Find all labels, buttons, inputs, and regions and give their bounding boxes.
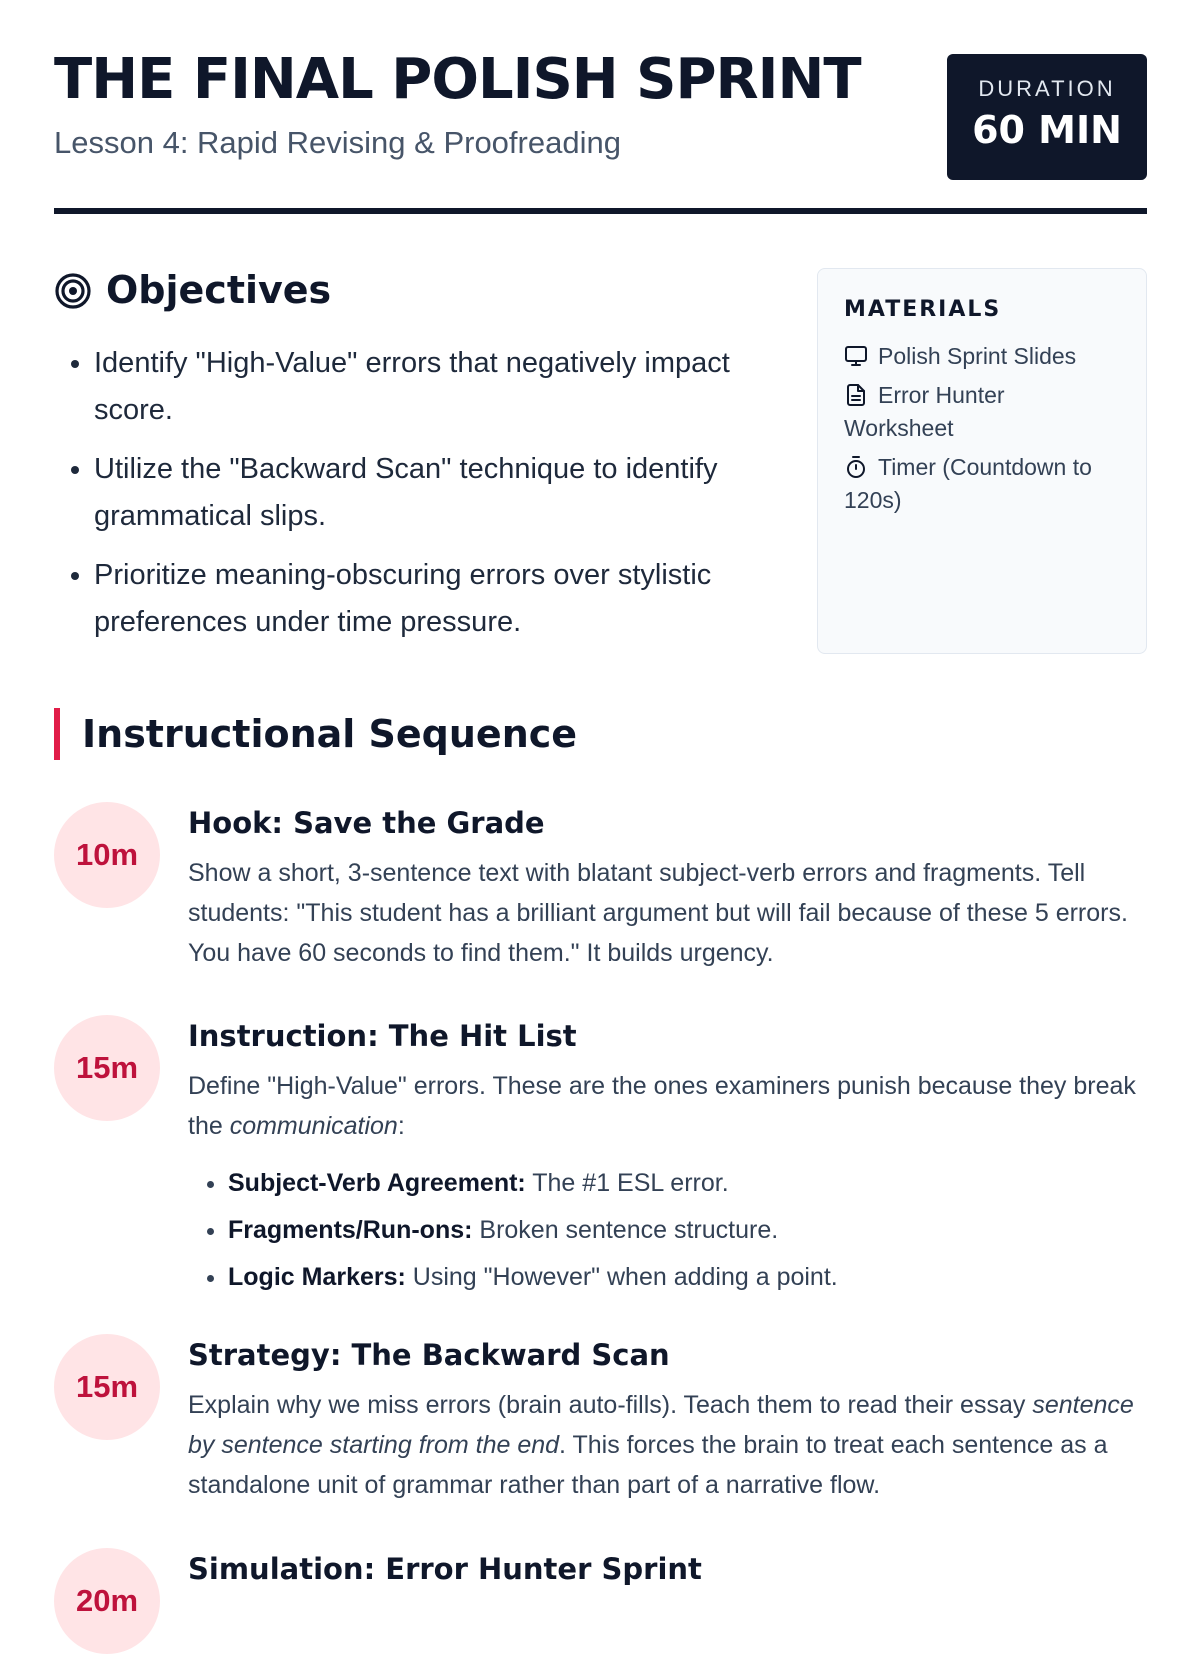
time-badge: 10m xyxy=(54,802,160,908)
page-subtitle: Lesson 4: Rapid Revising & Proofreading xyxy=(54,125,621,160)
material-item xyxy=(844,451,1120,517)
materials-heading: MATERIALS xyxy=(844,297,1002,322)
time-badge: 15m xyxy=(54,1334,160,1440)
list-item: • Fragments/Run-ons: Broken sentence structure. xyxy=(228,1207,1148,1254)
target-icon xyxy=(54,272,92,310)
step-text: Explain why we miss errors (brain auto-fills). Teach them to read their essay sentence by sentence starting from the end. This forces the brain to treat each sentence as a standalone unit of grammar rather than part of a narrative flow. xyxy=(188,1390,1134,1499)
objective-item: • Identify "High-Value" errors that negatively impact score. xyxy=(94,340,794,434)
time-badge: 20m xyxy=(54,1548,160,1654)
time-badge: 15m xyxy=(54,1015,160,1121)
material-label: Error Hunter Worksheet xyxy=(844,382,1005,441)
step-body xyxy=(188,1338,1148,1505)
materials-card xyxy=(817,268,1147,654)
duration-box xyxy=(947,54,1147,180)
stopwatch-icon xyxy=(844,455,868,479)
objectives-section xyxy=(54,268,794,658)
objective-item: • Prioritize meaning-obscuring errors over stylistic preferences under time pressure. xyxy=(94,552,794,646)
step-title: Instruction: The Hit List xyxy=(188,1019,577,1053)
document-icon xyxy=(844,383,868,407)
list-item: • Subject-Verb Agreement: The #1 ESL error. xyxy=(228,1160,1148,1207)
material-item xyxy=(844,340,1120,373)
step-body xyxy=(188,806,1148,973)
duration-label: DURATION xyxy=(978,76,1116,101)
monitor-icon xyxy=(844,344,868,368)
page-title: THE FINAL POLISH SPRINT xyxy=(54,47,861,112)
objectives-header xyxy=(54,268,794,314)
objectives-heading: Objectives xyxy=(106,268,332,312)
duration-value: 60 MIN xyxy=(972,108,1122,152)
objectives-list xyxy=(54,340,794,646)
step-title: Simulation: Error Hunter Sprint xyxy=(188,1552,702,1586)
material-item xyxy=(844,379,1120,445)
sequence-header xyxy=(54,708,577,760)
header xyxy=(54,0,1147,214)
list-item: • Logic Markers: Using "However" when adding a point. xyxy=(228,1254,1148,1301)
objective-item: • Utilize the "Backward Scan" technique to identify grammatical slips. xyxy=(94,446,794,540)
step-text: Define "High-Value" errors. These are the ones examiners punish because they break the communication: xyxy=(188,1071,1136,1140)
lesson-page xyxy=(54,0,1147,1618)
material-label: Polish Sprint Slides xyxy=(878,343,1077,369)
sequence-heading: Instructional Sequence xyxy=(82,712,578,756)
step-title: Hook: Save the Grade xyxy=(188,806,545,840)
hit-list xyxy=(188,1160,1148,1301)
step-title: Strategy: The Backward Scan xyxy=(188,1338,670,1372)
step-text: Show a short, 3-sentence text with blatant subject-verb errors and fragments. Tell students: "This student has a brilliant argument but will fail because of these 5 errors. You have 60 seconds to find them." It builds urgency. xyxy=(188,858,1128,967)
material-label: Timer (Countdown to 120s) xyxy=(844,454,1092,513)
step-body xyxy=(188,1552,1148,1587)
step-body xyxy=(188,1019,1148,1301)
